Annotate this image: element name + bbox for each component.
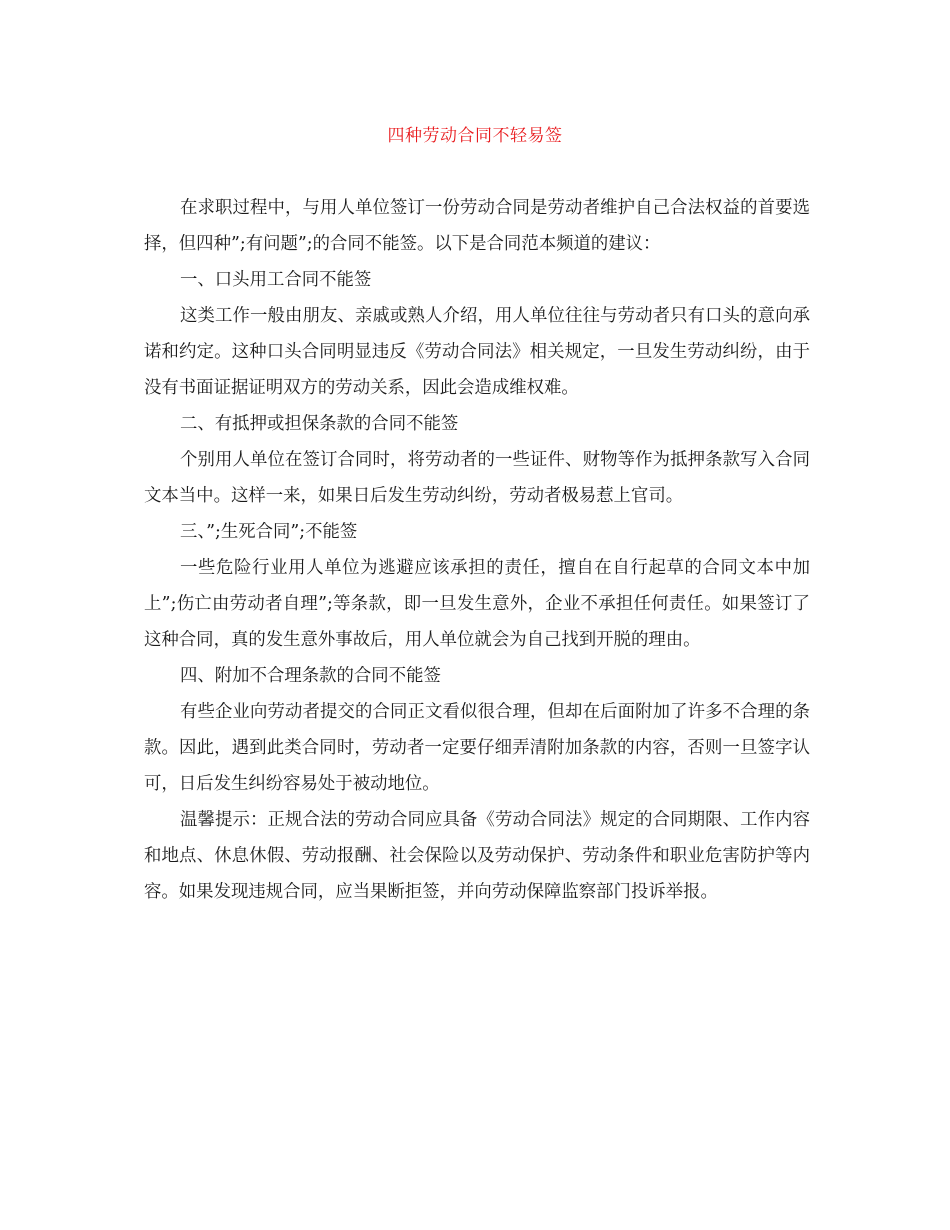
document-body bbox=[144, 190, 810, 910]
section-heading-1: 一、口头用工合同不能签 bbox=[180, 270, 372, 290]
section-heading-4: 四、附加不合理条款的合同不能签 bbox=[180, 666, 441, 686]
section-paragraph-4: 有些企业向劳动者提交的合同正文看似很合理，但却在后面附加了许多不合理的条款。因此，遇到此类合同时，劳动者一定要仔细弄清附加条款的内容，否则一旦签字认可，日后发生纠纷容易处于被动地位。 bbox=[144, 702, 810, 794]
tip-paragraph: 温馨提示：正规合法的劳动合同应具备《劳动合同法》规定的合同期限、工作内容和地点、休息休假、劳动报酬、社会保险以及劳动保护、劳动条件和职业危害防护等内容。如果发现违规合同，应当果断拒签，并向劳动保障监察部门投诉举报。 bbox=[144, 810, 810, 902]
section-paragraph-1: 这类工作一般由朋友、亲戚或熟人介绍，用人单位往往与劳动者只有口头的意向承诺和约定。这种口头合同明显违反《劳动合同法》相关规定，一旦发生劳动纠纷，由于没有书面证据证明双方的劳动关系，因此会造成维权难。 bbox=[144, 306, 810, 398]
intro-paragraph: 在求职过程中，与用人单位签订一份劳动合同是劳动者维护自己合法权益的首要选择，但四种”;有问题”;的合同不能签。以下是合同范本频道的建议： bbox=[144, 198, 810, 254]
section-paragraph-3: 一些危险行业用人单位为逃避应该承担的责任，擅自在自行起草的合同文本中加上”;伤亡由劳动者自理”;等条款，即一旦发生意外，企业不承担任何责任。如果签订了这种合同，真的发生意外事故后，用人单位就会为自己找到开脱的理由。 bbox=[144, 558, 810, 650]
section-heading-2: 二、有抵押或担保条款的合同不能签 bbox=[180, 414, 459, 434]
section-paragraph-2: 个别用人单位在签订合同时，将劳动者的一些证件、财物等作为抵押条款写入合同文本当中。这样一来，如果日后发生劳动纠纷，劳动者极易惹上官司。 bbox=[144, 450, 810, 506]
document-title: 四种劳动合同不轻易签 bbox=[387, 126, 563, 146]
section-heading-3: 三、”;生死合同”;不能签 bbox=[180, 522, 358, 542]
